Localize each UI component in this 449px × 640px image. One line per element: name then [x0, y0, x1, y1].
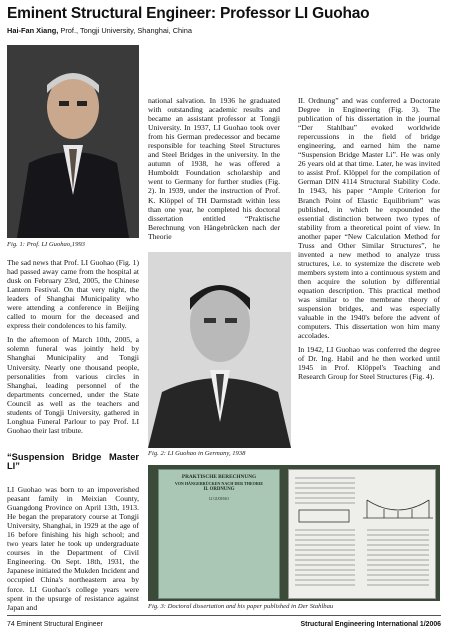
article-title: Eminent Structural Engineer: Professor LI Guohao	[7, 5, 370, 22]
dissertation-author: LI GUOHAO	[209, 497, 229, 501]
section-subheading: “Suspension Bridge Master LI”	[7, 451, 139, 471]
col1-paragraph-2: In the afternoon of March 10th, 2005, a solemn funeral was jointly held by Shanghai Municipality and Tongji University. Nearly one thousand people, personalities from various circles in Shanghai, leading personnel of the departments concerned, under the State Council as well as the teachers and students of Tongji University, gathered in Longhua Funeral Parlour to pay Prof. LI Guohao their last tribute.	[7, 335, 139, 435]
dissertation-cover	[158, 469, 280, 599]
col1-paragraph-3: LI Guohao was born to an impoverished peasant family in Meixian County, Guangdong Province on April 13th, 1913. He began the preparatory course at Tongji University, Shanghai, in 1929 at the age of 16 before finishing his high school; and two years later he took up undergraduate courses in the Department of Civil Engineering. On Sept. 18th, 1931, the Japanese initiated the Mukden Incident and occupied China's northeastern area by force. LI Guohao's college years were spent in the upsurge of resistance against Japan and	[7, 484, 139, 612]
der-stahlbau-paper	[288, 469, 436, 599]
col2-paragraph-1: national salvation. In 1936 he graduated with outstanding academic results and became an assistant professor at Tongji University. In 1937, LI Guohao took over from his German predecessor and became responsible for teaching Steel Structures and Steel Bridges in the university. In the autumn of 1938, he was offered a Humboldt Foundation scholarship and went to Germany for further studies (Fig. 2). In 1939, under the instruction of Prof. K. Klöppel of TH Darmstadt within less than one year, he completed his doctoral dissertation entitled “Praktische Berechnung von Hängebrücken nach der Theorie	[148, 96, 280, 241]
fig3-caption: Fig. 3: Doctoral dissertation and his paper published in Der Stahlbau	[148, 603, 334, 610]
byline	[7, 26, 192, 35]
fig1-portrait-photo	[7, 45, 139, 238]
column-2	[148, 96, 280, 246]
fig2-caption: Fig. 2: LI Guohao in Germany, 1938	[148, 450, 246, 457]
column-3	[298, 96, 440, 386]
dissertation-title-3: II. ORDNUNG	[203, 487, 235, 492]
fig1-caption: Fig. 1: Prof. LI Guohao,1993	[7, 241, 85, 248]
footer-page-section: 74 Eminent Structural Engineer	[7, 621, 103, 628]
column-1	[7, 241, 139, 617]
col3-paragraph-1: II. Ordnung” and was conferred a Doctorate Degree in Engineering (Fig. 3). The publication of his dissertation in the journal “Der Stahlbau” evoked worldwide repercussions in the field of bridge engineering, and earned him the name “Suspension Bridge Master Li”. He was only 26 years old at that time. Later, he was invited to assist Prof. Klöppel for the compilation of German DIN 4114 Structural Stability Code. In 1943, his paper “Ample Criterion for Branch Point of Elastic Equilibrium” was published, in which he expounded the essential distinction between two types of stability from a theoretical point of view. In another paper “New Calculation Method for Truss and Other Similar Structures”, he invented a new method to analyze truss structures, i.e. to systemize the discrete web members system into a continuous system and then acquire the solution by differential equation description. This practical method was similar to the membrane theory of suspension bridges, and was especially valuable in the 1940's before the advent of computers. This dissertation won him many accolades.	[298, 96, 440, 341]
dissertation-title-2: VON HÄNGEBRÜCKEN NACH DER THEORIE	[174, 481, 264, 486]
fig3-dissertation-image	[148, 465, 440, 601]
footer-journal-issue: Structural Engineering International 1/2006	[300, 621, 441, 628]
col3-paragraph-2: In 1942, LI Guohao was conferred the degree of Dr. Ing. Habil and he then worked until 1945 in Prof. Klöppel's Teaching and Research Group for Steel Structures (Fig. 4).	[298, 345, 440, 382]
author-name: Hai-Fan Xiang,	[7, 26, 59, 35]
fig2-germany-photo	[148, 252, 291, 448]
col1-paragraph-1: The sad news that Prof. LI Guohao (Fig. 1) had passed away came from the hospital at dusk on February 23rd, 2005, the Chinese Lantern Festival. On that very night, the leaders of Shanghai Municipality who were attending a conference in Beijing called to mourn for the deceased and express their condolences to his family.	[7, 258, 139, 331]
footer-divider	[7, 615, 441, 616]
author-affiliation: Prof., Tongji University, Shanghai, China	[60, 26, 192, 35]
dissertation-title-1: PRAKTISCHE BERECHNUNG	[181, 474, 257, 480]
